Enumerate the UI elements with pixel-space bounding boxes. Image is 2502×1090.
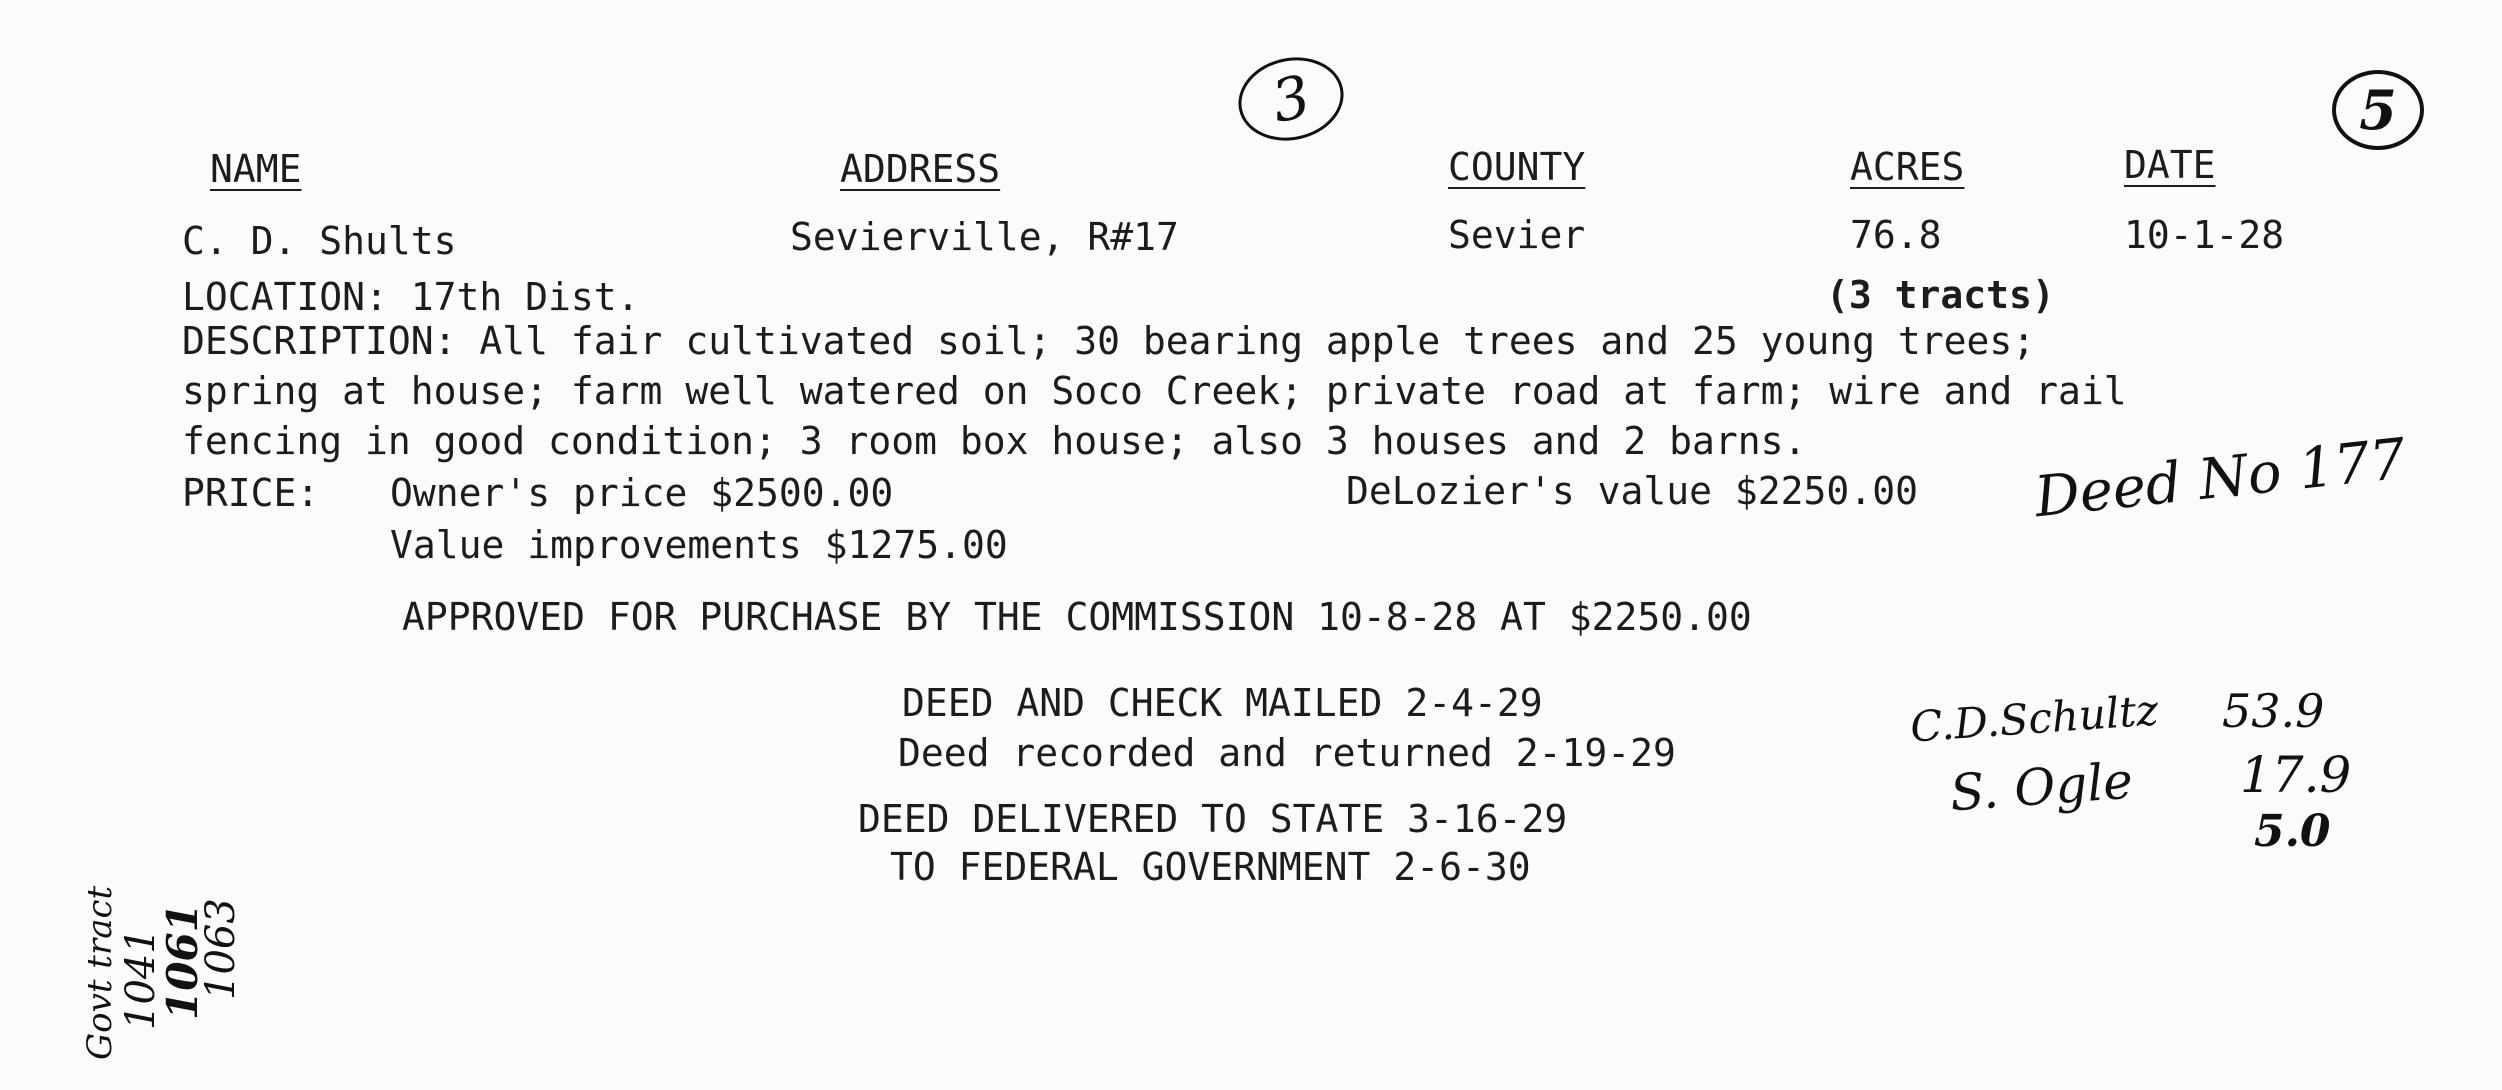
description-line-2: spring at house; farm well watered on Soco Creek; private road at farm; wire and rail <box>182 369 2127 413</box>
handwritten-tract-2-acres: 17.9 <box>2240 746 2352 804</box>
approval-line: APPROVED FOR PURCHASE BY THE COMMISSION 10-8-28 AT $2250.00 <box>402 595 1752 639</box>
delozier-value: DeLozier's value $2250.00 <box>1346 469 1918 513</box>
record-county: Sevier <box>1448 213 1586 257</box>
handwritten-tract-1-acres: 53.9 <box>2222 684 2325 738</box>
deed-to-federal: TO FEDERAL GOVERNMENT 2-6-30 <box>890 845 1531 889</box>
header-name: NAME <box>210 147 302 191</box>
sheet-number-circle <box>1231 48 1352 150</box>
deed-mailed: DEED AND CHECK MAILED 2-4-29 <box>902 681 1543 725</box>
handwritten-tract-3-acres: 5.0 <box>2254 806 2331 857</box>
header-acres: ACRES <box>1850 145 1965 189</box>
description-line-1: DESCRIPTION: All fair cultivated soil; 30 bearing apple trees and 25 young trees; <box>182 319 2036 363</box>
value-improvements: Value improvements $1275.00 <box>390 523 1008 567</box>
margin-notes <box>80 700 244 1060</box>
page-number: 5 <box>2359 78 2397 142</box>
header-date: DATE <box>2124 143 2216 187</box>
record-address: Sevierville, R#17 <box>790 215 1179 259</box>
margin-note-1061: 1061 <box>158 903 207 1020</box>
margin-note-govt-tract: Govt tract <box>80 885 120 1060</box>
record-tracts: (3 tracts) <box>1826 273 2055 317</box>
description-line-3: fencing in good condition; 3 room box house; also 3 houses and 2 barns. <box>182 419 1807 463</box>
deed-delivered-state: DEED DELIVERED TO STATE 3-16-29 <box>858 797 1568 841</box>
header-address: ADDRESS <box>840 147 1001 191</box>
deed-recorded: Deed recorded and returned 2-19-29 <box>898 731 1676 775</box>
page-number-circle <box>2332 70 2424 150</box>
record-name: C. D. Shults <box>182 219 457 263</box>
handwritten-tract-1-name: C.D.Schultz <box>1908 685 2160 752</box>
handwritten-deed-no: Deed No 177 <box>2031 426 2409 531</box>
record-location: LOCATION: 17th Dist. <box>182 275 640 319</box>
sheet-number: 3 <box>1265 61 1317 137</box>
handwritten-tract-2-name: S. Ogle <box>1948 751 2135 823</box>
header-county: COUNTY <box>1448 145 1586 189</box>
owners-price: Owner's price $2500.00 <box>390 471 894 515</box>
price-label: PRICE: <box>182 471 320 515</box>
margin-note-1063: 1063 <box>198 898 244 1000</box>
margin-note-1041: 1041 <box>118 928 164 1030</box>
record-date: 10-1-28 <box>2124 213 2285 257</box>
record-acres: 76.8 <box>1850 213 1942 257</box>
